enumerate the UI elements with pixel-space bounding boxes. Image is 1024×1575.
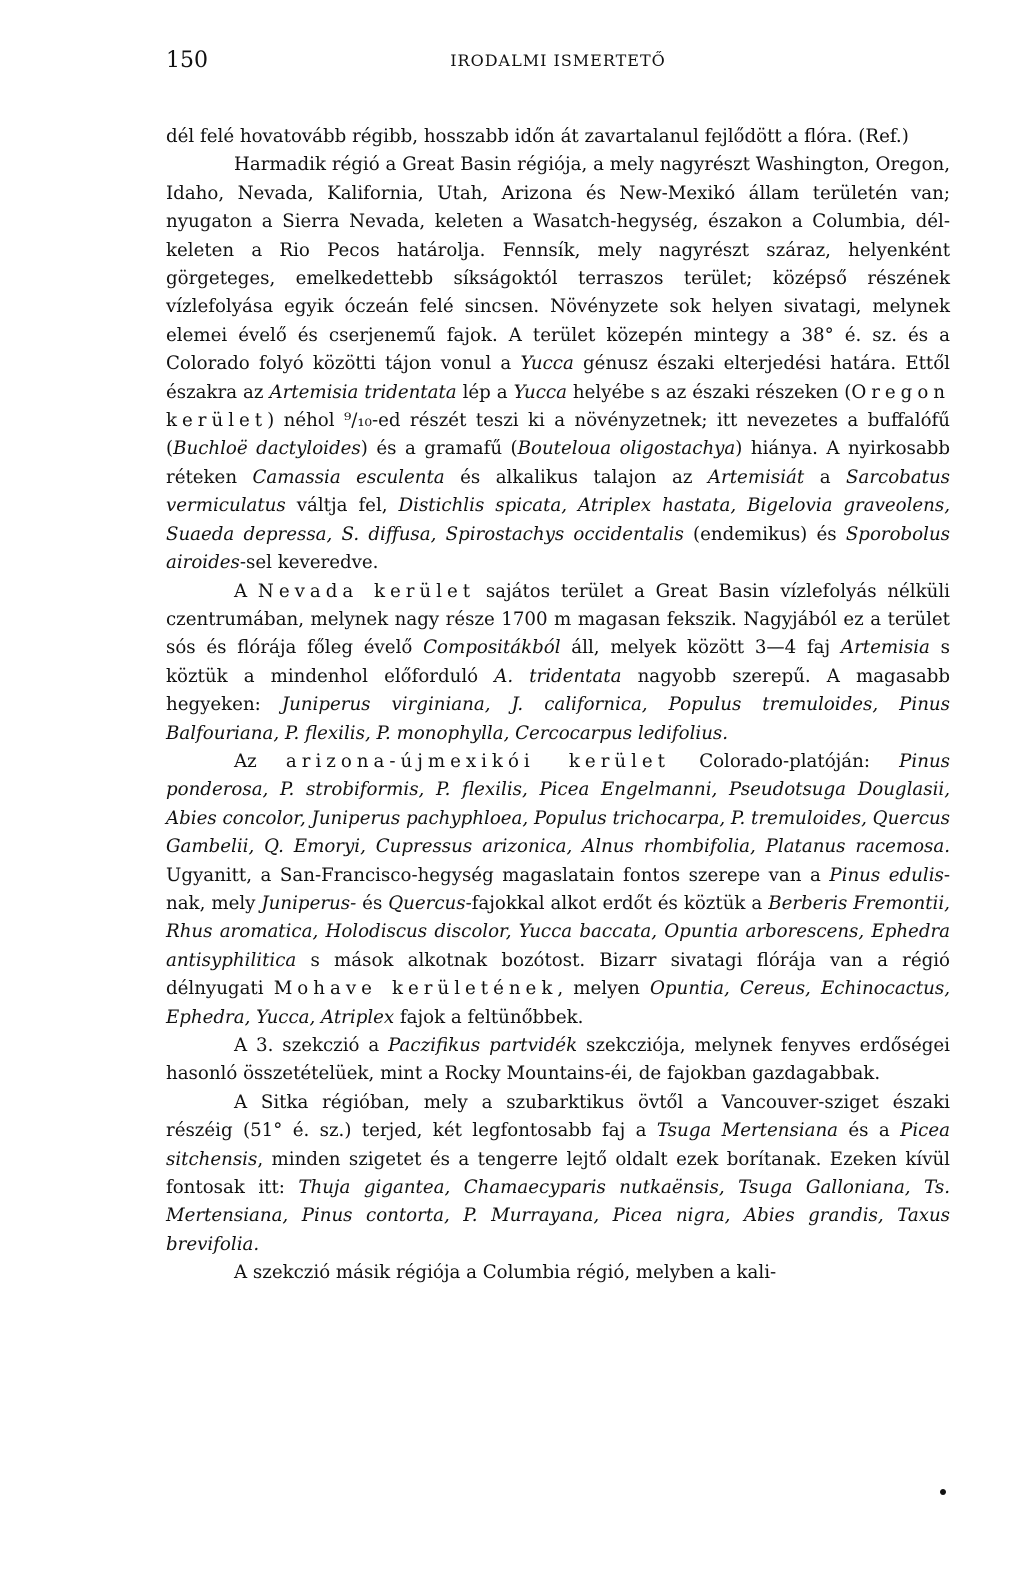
italic-term: Camassia esculenta bbox=[252, 466, 445, 488]
text-run: ) néhol ⁹/₁₀-ed részét teszi ki a növényzetnek; itt nevezetes a buffalófű ( bbox=[166, 410, 950, 460]
italic-term: Artemisiát bbox=[707, 466, 805, 488]
italic-term: Yucca bbox=[520, 353, 574, 375]
text-run: Ugyanitt, a San-Francisco-hegység magaslatain fontos szerepe van a bbox=[166, 864, 830, 886]
text-run: a bbox=[804, 466, 847, 488]
paragraph bbox=[166, 748, 950, 1032]
text-run: -sel keveredve. bbox=[239, 552, 379, 574]
paragraph bbox=[166, 1089, 950, 1259]
running-head: IRODALMI ISMERTETŐ bbox=[450, 51, 666, 70]
italic-term: Yucca bbox=[513, 381, 567, 403]
text-run: lép a bbox=[456, 381, 514, 403]
page-number: 150 bbox=[166, 48, 208, 73]
text-run: A 3. szekczió a bbox=[234, 1035, 389, 1056]
text-run: -nak, mely bbox=[166, 864, 951, 914]
italic-term: Sporobolus airoides bbox=[166, 523, 950, 574]
ink-dot bbox=[940, 1489, 946, 1495]
italic-term: Paczifikus partvidék bbox=[388, 1035, 578, 1056]
paragraph bbox=[166, 1259, 950, 1287]
italic-term: A. tridentata bbox=[494, 665, 622, 687]
text-run: fajok a feltünőbbek. bbox=[394, 1006, 584, 1028]
italic-term: Buchloë dactyloides bbox=[173, 438, 361, 460]
text-run: áll, melyek között 3—4 faj bbox=[560, 637, 841, 659]
text-run: ) és a gramafű ( bbox=[360, 438, 518, 460]
body-text bbox=[166, 123, 950, 1288]
text-run: s köztük a mindenhol előforduló bbox=[166, 637, 951, 687]
paragraph bbox=[166, 151, 950, 577]
text-run: dél felé hovatovább régibb, hosszabb időn át zavartalanul fejlődött a flóra. (Ref.) bbox=[166, 126, 909, 147]
text-run: , melyen bbox=[557, 978, 650, 1000]
paragraph bbox=[166, 578, 950, 748]
text-run: , minden szigetet és a tengerre lejtő oldalt ezek borítanak. Ezeken kívül fontosak itt: bbox=[166, 1148, 950, 1199]
italic-term: Juniperus- bbox=[261, 892, 357, 914]
text-run: Az bbox=[234, 750, 286, 772]
italic-term: Artemisia tridentata bbox=[269, 381, 457, 403]
italic-term: Thuja gigantea, Chamaecyparis nutkaënsis, Tsuga Galloniana, Ts. Mertensiana, Pinus contorta, P. Murrayana, Picea nigra, Abies grandis, Taxus brevifolia. bbox=[166, 1177, 950, 1255]
italic-term: Distichlis spicata, Atriplex hastata, Bigelovia graveolens, Suaeda depressa, S. diffusa, Spirostachys occidentalis bbox=[166, 495, 950, 545]
italic-term: Compositákból bbox=[423, 637, 561, 659]
text-run: ) hiánya. A nyirkosabb réteken bbox=[166, 438, 950, 488]
italic-term: Bouteloua oligostachya bbox=[517, 438, 736, 460]
italic-term: Opuntia, Cereus, Echinocactus, Ephedra, Yucca, Atriplex bbox=[166, 978, 950, 1028]
text-run: helyébe s az északi részeken ( bbox=[566, 381, 852, 403]
text-run: s mások alkotnak bozótost. Bizarr sivatagi flórája van a régió délnyugati bbox=[166, 949, 950, 1000]
italic-term: Picea sitchensis bbox=[166, 1120, 950, 1170]
italic-term: Sarcobatus vermiculatus bbox=[166, 466, 950, 517]
spaced-term: Nevada kerület bbox=[257, 580, 476, 602]
text-run: nagyobb szerepű. A magasabb hegyeken: bbox=[166, 665, 951, 716]
italic-term: Berberis Fremontii, Rhus aromatica, Holodiscus discolor, Yucca baccata, Opuntia arborescens, Ephedra antisyphilitica bbox=[166, 892, 950, 971]
italic-term: Pinus ponderosa, P. strobiformis, P. flexilis, Picea Engelmanni, Pseudotsuga Douglasii, Abies concolor, Juniperus pachyphloea, Populus trichocarpa, P. tremuloides, Quercus Gambelii, Q. Emoryi, Cupressus arizonica, Alnus rhombifolia, Platanus racemosa. bbox=[166, 750, 950, 858]
text-run: A bbox=[234, 580, 258, 602]
text-run: szekcziója, melynek fenyves erdőségei hasonló összetételüek, mint a Rocky Mountains-éi, de fajokban gazdagabbak. bbox=[166, 1035, 950, 1085]
text-run: Colorado-platóján: bbox=[670, 750, 900, 772]
text-run: és alkalikus talajon az bbox=[444, 466, 708, 488]
text-run: és a bbox=[838, 1120, 901, 1142]
italic-term: Juniperus virginiana, J. californica, Populus tremuloides, Pinus Balfouriana, P. flexilis, P. monophylla, Cercocarpus ledifolius. bbox=[166, 694, 950, 744]
text-run: váltja fel, bbox=[285, 495, 399, 517]
text-run: (endemikus) és bbox=[683, 523, 846, 545]
text-run: és bbox=[356, 892, 389, 914]
italic-term: Artemisia bbox=[840, 637, 930, 659]
paragraph bbox=[166, 123, 950, 151]
spaced-term: Mohave kerületének bbox=[273, 978, 558, 1000]
text-run: Harmadik régió a Great Basin régiója, a mely nagyrészt Washington, Oregon, Idaho, Nevada, Kalifornia, Utah, Arizona és New-Mexikó állam területén van; nyugaton a Sierra Nevada, keleten a Wasatch-hegység, északon a Columbia, dél-keleten a Rio Pecos határolja. Fennsík, mely nagyrészt száraz, helyenként görgeteges, emelkedettebb síkságoktól terraszos terület; középső részének vízlefolyása egyik óczeán felé sincsen. Növényzete sok helyen sivatagi, melynek elemei évelő és cserjenemű fajok. A terület közepén mintegy a 38° é. sz. és a Colorado folyó közötti tájon vonul a bbox=[166, 154, 950, 375]
text-run: A szekczió másik régiója a Columbia régió, melyben a kali- bbox=[234, 1262, 777, 1284]
text-run: sajátos terület a Great Basin vízlefolyás nélküli czentrumában, melynek nagy része 1700 m magasan fekszik. Nagyjából ez a terület sós és flórája főleg évelő bbox=[166, 580, 950, 659]
italic-term: Quercus bbox=[388, 892, 466, 914]
spaced-term: Oregon kerület bbox=[166, 381, 950, 432]
text-run: -fajokkal alkot erdőt és köztük a bbox=[465, 892, 769, 914]
italic-term: Tsuga Mertensiana bbox=[656, 1120, 839, 1142]
text-run: génusz északi elterjedési határa. Ettől északra az bbox=[166, 353, 950, 403]
paragraph bbox=[166, 1032, 950, 1089]
text-run: A Sitka régióban, mely a szubarktikus övtől a Vancouver-sziget északi részéig (51° é. sz.) terjed, két legfontosabb faj a bbox=[166, 1091, 950, 1142]
page-header bbox=[166, 48, 950, 78]
italic-term: Pinus edulis bbox=[829, 864, 944, 886]
spaced-term: arizona-újmexikói kerület bbox=[285, 750, 670, 772]
